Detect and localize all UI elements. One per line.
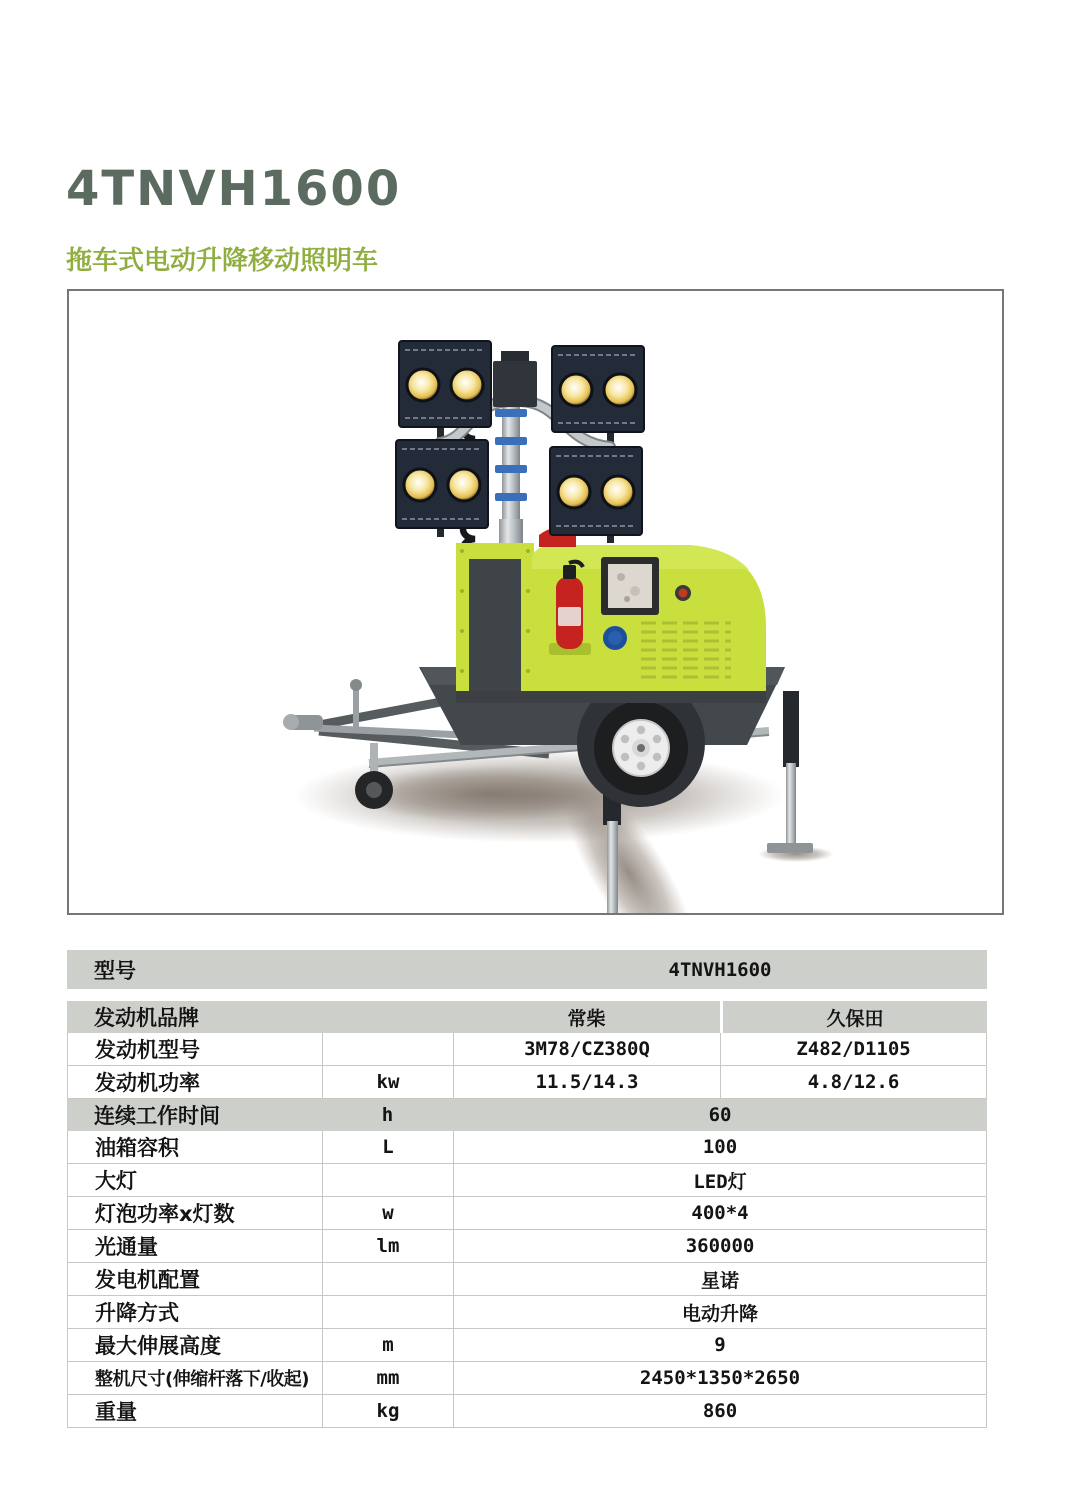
row-unit: h [322,1099,453,1131]
floodlight-bottom-left [396,440,488,528]
row-value: 2450*1350*2650 [453,1362,987,1395]
table-row [67,1131,987,1164]
row-value: LED灯 [453,1164,987,1197]
spec-table [67,950,987,1428]
row-value: 360000 [453,1230,987,1263]
table-row [67,1066,987,1099]
row-unit: L [322,1131,453,1164]
table-row [67,1099,987,1131]
row-label: 发动机功率 [67,1066,322,1099]
row-label: 发电机配置 [67,1263,322,1296]
row-label: 大灯 [67,1164,322,1197]
page-title: 4TNVH1600 [66,161,402,217]
row-unit: kg [322,1395,453,1428]
row-label: 连续工作时间 [67,1099,322,1131]
row-unit: kw [322,1066,453,1099]
row-value: 4.8/12.6 [720,1066,987,1099]
row-value: 3M78/CZ380Q [453,1033,720,1066]
generator-body [456,528,766,703]
row-label: 发动机品牌 [67,1001,453,1033]
floodlight-top-right [552,346,644,432]
table-row [67,1296,987,1329]
row-unit [322,1164,453,1197]
row-value: 4TNVH1600 [453,950,987,989]
row-unit: w [322,1197,453,1230]
row-value: 60 [453,1099,987,1131]
table-row [67,1197,987,1230]
row-label: 油箱容积 [67,1131,322,1164]
row-label: 升降方式 [67,1296,322,1329]
row-label: 发动机型号 [67,1033,322,1066]
row-label: 最大伸展高度 [67,1329,322,1362]
row-value: 100 [453,1131,987,1164]
row-label: 整机尺寸(伸缩杆落下/收起) [67,1362,322,1395]
row-label: 光通量 [67,1230,322,1263]
row-value: 400*4 [453,1197,987,1230]
table-row [67,1033,987,1066]
row-unit [322,1263,453,1296]
row-label: 型号 [67,950,453,989]
row-value: 9 [453,1329,987,1362]
row-unit: lm [322,1230,453,1263]
page-subtitle: 拖车式电动升降移动照明车 [66,246,379,276]
row-label: 重量 [67,1395,322,1428]
table-row [67,950,987,989]
row-value: 常柴 [453,1001,720,1033]
table-row [67,1395,987,1428]
light-tower-illustration [69,291,1002,913]
table-row [67,1001,987,1033]
table-row [67,1362,987,1395]
row-unit [322,1033,453,1066]
row-value: 860 [453,1395,987,1428]
product-photo [67,289,1004,915]
floodlight-top-left [399,341,491,427]
table-row [67,1329,987,1362]
row-value: 电动升降 [453,1296,987,1329]
table-row [67,1263,987,1296]
row-label: 灯泡功率x灯数 [67,1197,322,1230]
table-row [67,1164,987,1197]
row-value: Z482/D1105 [720,1033,987,1066]
row-value: 星诺 [453,1263,987,1296]
row-unit [322,1296,453,1329]
floodlight-bottom-right [550,447,642,535]
row-value: 久保田 [720,1001,987,1033]
row-unit: m [322,1329,453,1362]
row-value: 11.5/14.3 [453,1066,720,1099]
table-gap-row [67,989,987,1001]
table-row [67,1230,987,1263]
row-unit: mm [322,1362,453,1395]
wheel [594,701,688,795]
